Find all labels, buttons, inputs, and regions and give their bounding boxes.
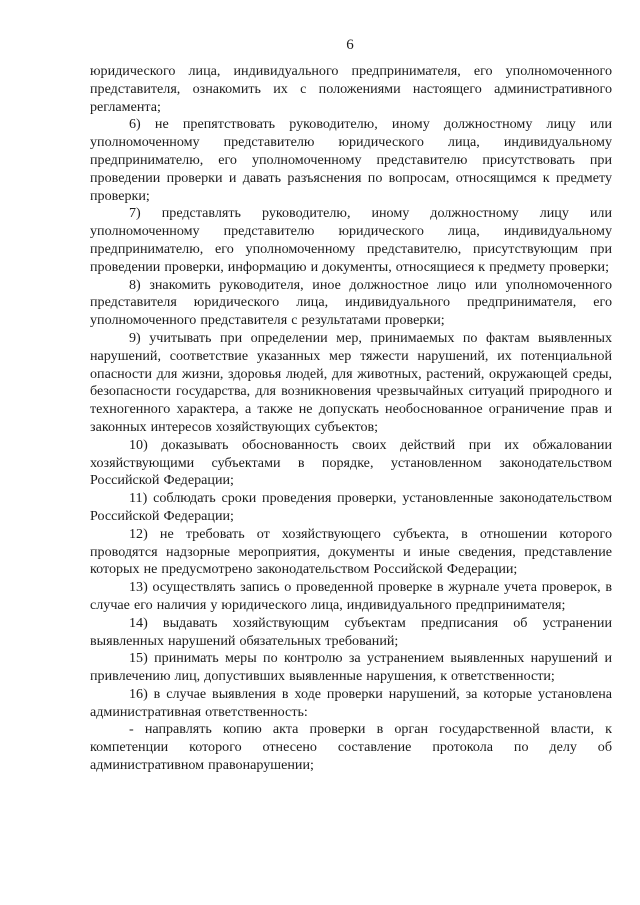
paragraph-item-10: 10) доказывать обоснованность своих действий при их обжаловании хозяйствующими субъектами в порядке, установленном законодательством Российской Федерации;	[90, 436, 612, 489]
paragraph-item-14: 14) выдавать хозяйствующим субъектам предписания об устранении выявленных нарушений обязательных требований;	[90, 614, 612, 649]
paragraph-item-16: 16) в случае выявления в ходе проверки нарушений, за которые установлена административная ответственность:	[90, 685, 612, 720]
paragraph-item-12: 12) не требовать от хозяйствующего субъекта, в отношении которого проводятся надзорные мероприятия, документы и иные сведения, представление которых не предусмотрено законодательством Российской Федерации;	[90, 525, 612, 578]
paragraph-item-11: 11) соблюдать сроки проведения проверки, установленные законодательством Российской Федерации;	[90, 490, 612, 524]
paragraph-item-15: 15) принимать меры по контролю за устранением выявленных нарушений и привлечению лиц, допустивших выявленные нарушения, к ответственности;	[90, 650, 612, 685]
paragraph-subitem-dash: - направлять копию акта проверки в орган государственной власти, к компетенции которого отнесено составление протокола по делу об административном правонарушении;	[90, 721, 612, 774]
paragraph-item-9: 9) учитывать при определении мер, принимаемых по фактам выявленных нарушений, соответствие указанных мер тяжести нарушений, их потенциальной опасности для жизни, здоровья людей, для животных, растений, окружающей среды, безопасности государства, для возникновения чрезвычайных ситуаций природного и техногенного характера, а также не допускать необоснованное ограничение прав и законных интересов хозяйствующих субъектов;	[90, 329, 612, 435]
paragraph-item-6: 6) не препятствовать руководителю, иному должностному лицу или уполномоченному представителю юридического лица, индивидуальному предпринимателю, его уполномоченному представителю присутствовать при проведении проверки и давать разъяснения по вопросам, относящимся к предмету проверки;	[90, 116, 612, 204]
paragraph-item-7: 7) представлять руководителю, иному должностному лицу или уполномоченному представителю юридического лица, индивидуальному предпринимателю, его уполномоченному представителю, присутствующим при проведении проверки, информацию и документы, относящиеся к предмету проверки;	[90, 205, 612, 275]
page-number: 6	[346, 37, 354, 53]
paragraph-item-8: 8) знакомить руководителя, иное должностное лицо или уполномоченного представителя юридического лица, индивидуального предпринимателя, его уполномоченного представителя с результатами проверки;	[90, 276, 612, 329]
paragraph-continuation: юридического лица, индивидуального предпринимателя, его уполномоченного представителя, ознакомить их с положениями настоящего административного регламента;	[90, 63, 612, 115]
paragraph-item-13: 13) осуществлять запись о проведенной проверке в журнале учета проверок, в случае его наличия у юридического лица, индивидуального предпринимателя;	[90, 579, 612, 613]
document-body	[90, 63, 612, 775]
